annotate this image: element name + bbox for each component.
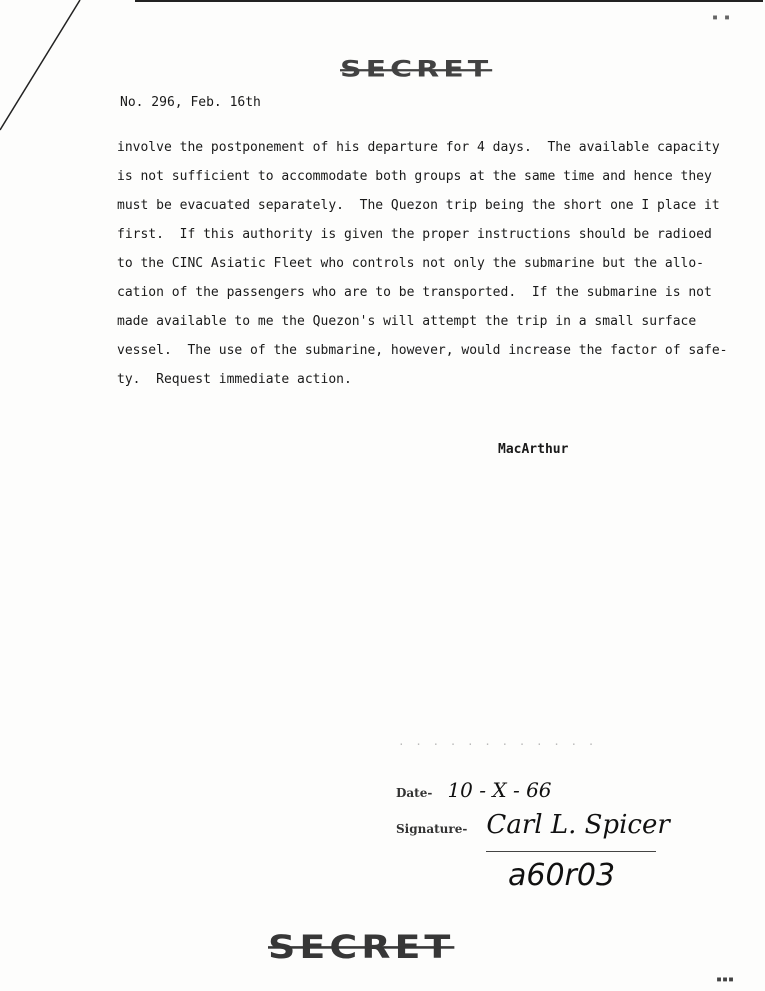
signoff-name: MacArthur <box>498 442 569 457</box>
handwritten-code: a60r03 <box>508 858 616 893</box>
body-line: vessel. The use of the submarine, however, would increase the factor of safe- <box>117 343 728 358</box>
body-line: is not sufficient to accommodate both groups at the same time and hence they <box>117 169 712 184</box>
body-line: ty. Request immediate action. <box>117 372 352 387</box>
body-line: first. If this authority is given the proper instructions should be radioed <box>117 227 712 242</box>
bottom-corner-mark: ▪▪▪ <box>716 974 735 985</box>
secret-stamp-bottom: SECRET <box>268 928 455 966</box>
top-edge-line <box>135 0 763 2</box>
body-line: to the CINC Asiatic Fleet who controls not only the submarine but the allo- <box>117 256 704 271</box>
corner-slash-mark <box>0 0 120 140</box>
faint-stamp-text: · · · · · · · · · · · · <box>398 738 597 751</box>
body-line: must be evacuated separately. The Quezon trip being the short one I place it <box>117 198 720 213</box>
signature-underline <box>486 851 656 852</box>
secret-stamp-top: SECRET <box>340 56 493 83</box>
body-line: involve the postponement of his departure for 4 days. The available capacity <box>117 140 720 155</box>
declassification-signature-row <box>396 810 670 840</box>
corner-mark: ▪ ▪ <box>712 12 731 23</box>
signature-value: Carl L. Spicer <box>486 810 670 840</box>
declassification-date-row <box>396 778 552 802</box>
message-body <box>117 140 728 401</box>
message-reference: No. 296, Feb. 16th <box>120 95 261 110</box>
body-line: cation of the passengers who are to be transported. If the submarine is not <box>117 285 712 300</box>
signature-label: Signature- <box>396 822 468 836</box>
date-value: 10 - X - 66 <box>447 778 552 802</box>
body-line: made available to me the Quezon's will attempt the trip in a small surface <box>117 314 697 329</box>
date-label: Date- <box>396 786 433 800</box>
